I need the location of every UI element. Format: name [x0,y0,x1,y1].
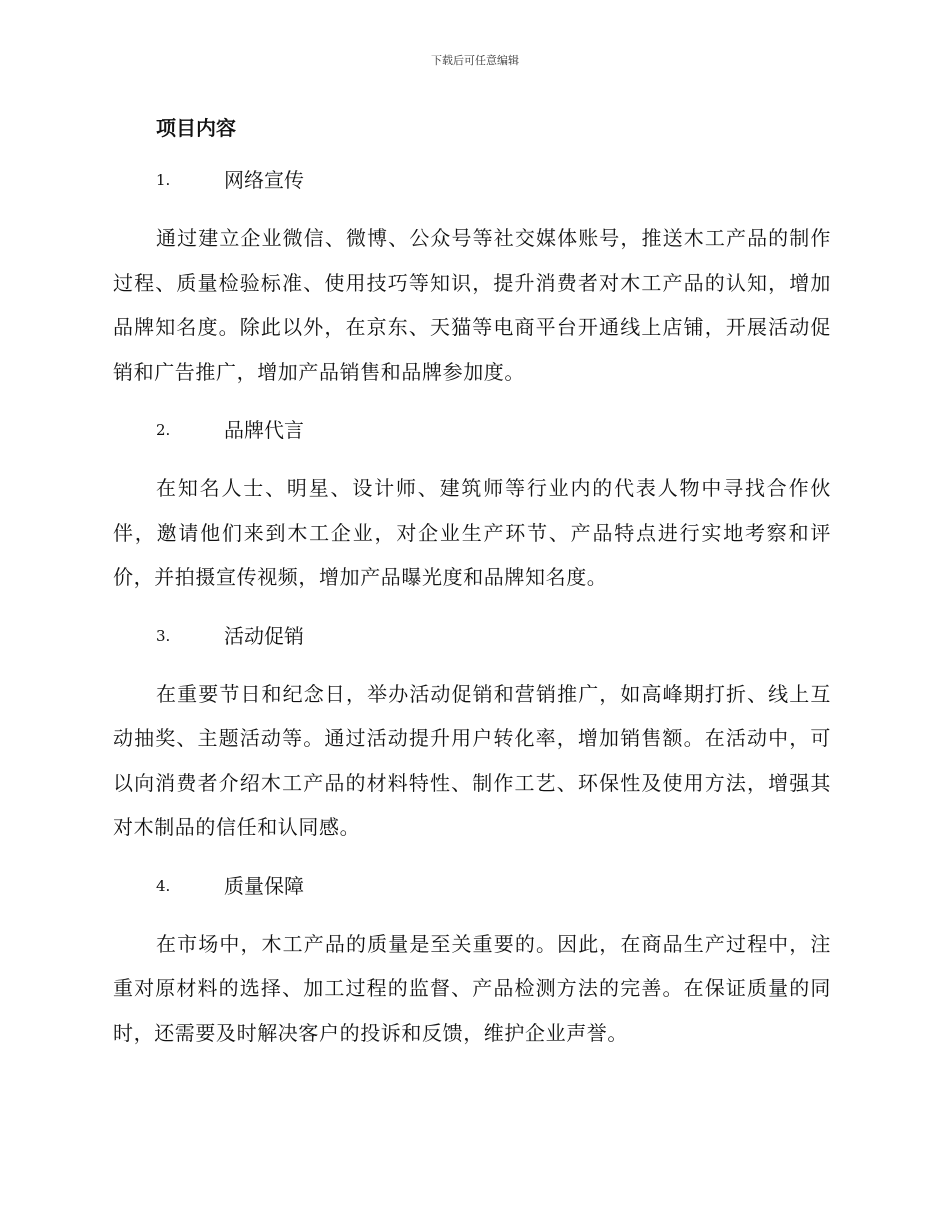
item-number: 4. [156,876,171,895]
item-heading-label: 网络宣传 [224,168,304,192]
item-number: 2. [156,421,171,439]
item-heading-3 [113,618,831,654]
header-note: 下载后可任意编辑 [431,54,519,67]
item-heading-label: 质量保障 [224,873,304,898]
document-content [113,112,831,1055]
item-number: 3. [156,626,171,645]
item-paragraph-3: 在重要节日和纪念日，举办活动促销和营销推广，如高峰期打折、线上互动抽奖、主题活动等。通过活动提升用户转化率，增加销售额。在活动中，可以向消费者介绍木工产品的材料特性、制作工艺、环保性及使用方法，增强其对木制品的信任和认同感。 [113,681,831,839]
section-title: 项目内容 [156,116,236,140]
item-number: 1. [156,171,171,189]
item-heading-1 [113,162,831,198]
item-paragraph-1: 通过建立企业微信、微博、公众号等社交媒体账号，推送木工产品的制作过程、质量检验标准、使用技巧等知识，提升消费者对木工产品的认知，增加品牌知名度。除此以外，在京东、天猫等电商平台开通线上店铺，开展活动促销和广告推广，增加产品销售和品牌参加度。 [113,226,831,384]
item-heading-label: 品牌代言 [224,418,304,442]
item-heading-4 [113,868,831,904]
item-paragraph-2: 在知名人士、明星、设计师、建筑师等行业内的代表人物中寻找合作伙伴，邀请他们来到木工企业，对企业生产环节、产品特点进行实地考察和评价，并拍摄宣传视频，增加产品曝光度和品牌知名度。 [113,476,831,589]
item-heading-2 [113,412,831,448]
item-paragraph-4: 在市场中，木工产品的质量是至关重要的。因此，在商品生产过程中，注重对原材料的选择、加工过程的监督、产品检测方法的完善。在保证质量的同时，还需要及时解决客户的投诉和反馈，维护企业声誉。 [113,931,831,1045]
item-heading-label: 活动促销 [224,623,304,648]
